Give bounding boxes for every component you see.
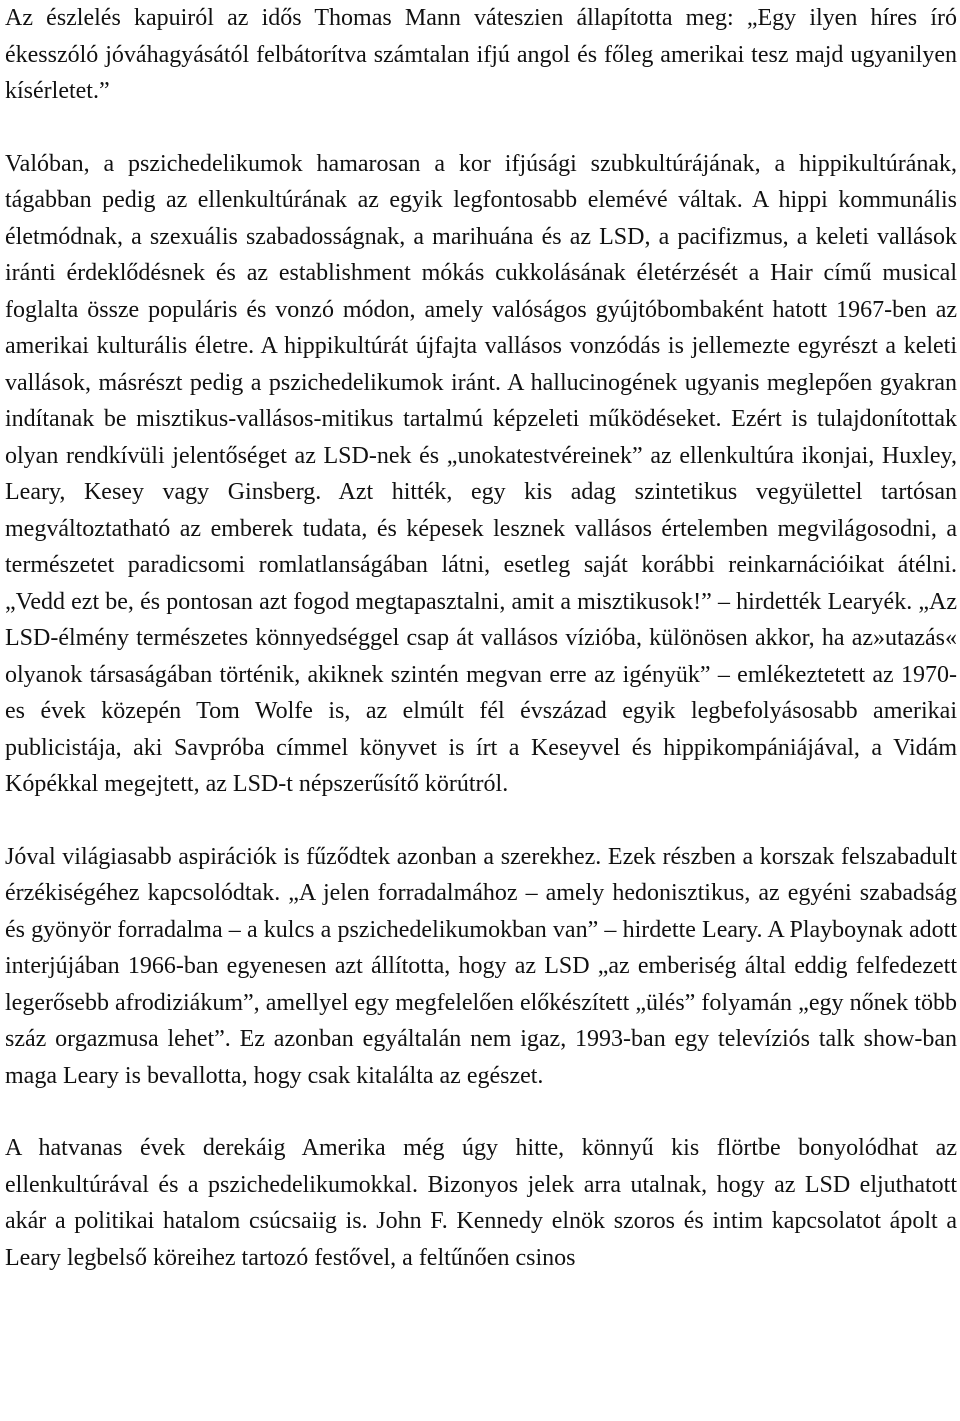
paragraph-worldly-aspirations: Jóval világiasabb aspirációk is fűződtek azonban a szerekhez. Ezek részben a korszak felszabadult érzékiségéhez kapcsolódtak. „A jelen forradalmához – amely hedonisztikus, az egyéni szabadság és gyönyör forradalma – a kulcs a pszichedelikumokban van” – hirdette Leary. A Playboynak adott interjújában 1966-ban egyenesen azt állította, hogy az LSD „az emberiség által eddig felfedezett legerősebb afrodiziákum”, amellyel egy megfelelően előkészített „ülés” folyamán „egy nőnek több száz orgazmusa lehet”. Ez azonban egyáltalán nem igaz, 1993-ban egy televíziós talk show-ban maga Leary is bevallotta, hogy csak kitalálta az egészet. bbox=[5, 843, 957, 1089]
document-page bbox=[5, 0, 957, 1276]
paragraph-spacer bbox=[5, 803, 957, 839]
paragraph-thomas-mann: Az észlelés kapuiról az idős Thomas Mann váteszien állapította meg: „Egy ilyen híres író ékesszóló jóváhagyásától felbátorítva számtalan ifjú angol és főleg amerikai tesz majd ugyanilyen kísérletet.” bbox=[5, 5, 957, 104]
paragraph-hippie-culture: Valóban, a pszichedelikumok hamarosan a kor ifjúsági szubkultúrájának, a hippikultúrának, tágabban pedig az ellenkultúrának az egyik legfontosabb elemévé váltak. A hippi kommunális életmódnak, a szexuális szabadosságnak, a marihuána és az LSD, a pacifizmus, a keleti vallások iránti érdeklődésnek és az establishment mókás cukkolásának életérzését a Hair című musical foglalta össze populáris és vonzó módon, amely valóságos gyújtóbombaként hatott 1967-ben az amerikai kulturális életre. A hippikultúrát újfajta vallásos vonzódás is jellemezte egyrészt a keleti vallások, másrészt pedig a pszichedelikumok iránt. A hallucinogének ugyanis meglepően gyakran indítanak be misztikus-vallásos-mitikus tartalmú képzeleti működéseket. Ezért is tulajdonítottak olyan rendkívüli jelentőséget az LSD-nek és „unokatestvéreinek” az ellenkultúra ikonjai, Huxley, Leary, Kesey vagy Ginsberg. Azt hitték, egy kis adag szintetikus vegyülettel tartósan megváltoztatható az emberek tudata, és képesek lesznek vallásos értelemben megvilágosodni, a természetet paradicsomi romlatlanságában látni, esetleg saját korábbi reinkarnációikat átélni. „Vedd ezt be, és pontosan azt fogod megtapasztalni, amit a misztikusok!” – hirdették Learyék. „Az LSD-élmény természetes könnyedséggel csap át vallásos vízióba, különösen akkor, ha az»utazás« olyanok társaságában történik, akiknek szintén megvan erre az igényük” – emlékeztetett az 1970-es évek közepén Tom Wolfe is, az elmúlt fél évszázad egyik legbefolyásosabb amerikai publicistája, aki Savpróba címmel könyvet is írt a Keseyvel és hippikompániájával, a Vidám Kópékkal megejtett, az LSD-t népszerűsítő körútról. bbox=[5, 150, 957, 797]
paragraph-spacer bbox=[5, 110, 957, 146]
paragraph-spacer bbox=[5, 1094, 957, 1130]
paragraph-sixties-america: A hatvanas évek derekáig Amerika még úgy hitte, könnyű kis flörtbe bonyolódhat az ellenkultúrával és a pszichedelikumokkal. Bizonyos jelek arra utalnak, hogy az LSD eljuthatott akár a politikai hatalom csúcsaiig is. John F. Kennedy elnök szoros és intim kapcsolatot ápolt a Leary legbelső köreihez tartozó festővel, a feltűnően csinos bbox=[5, 1135, 957, 1271]
